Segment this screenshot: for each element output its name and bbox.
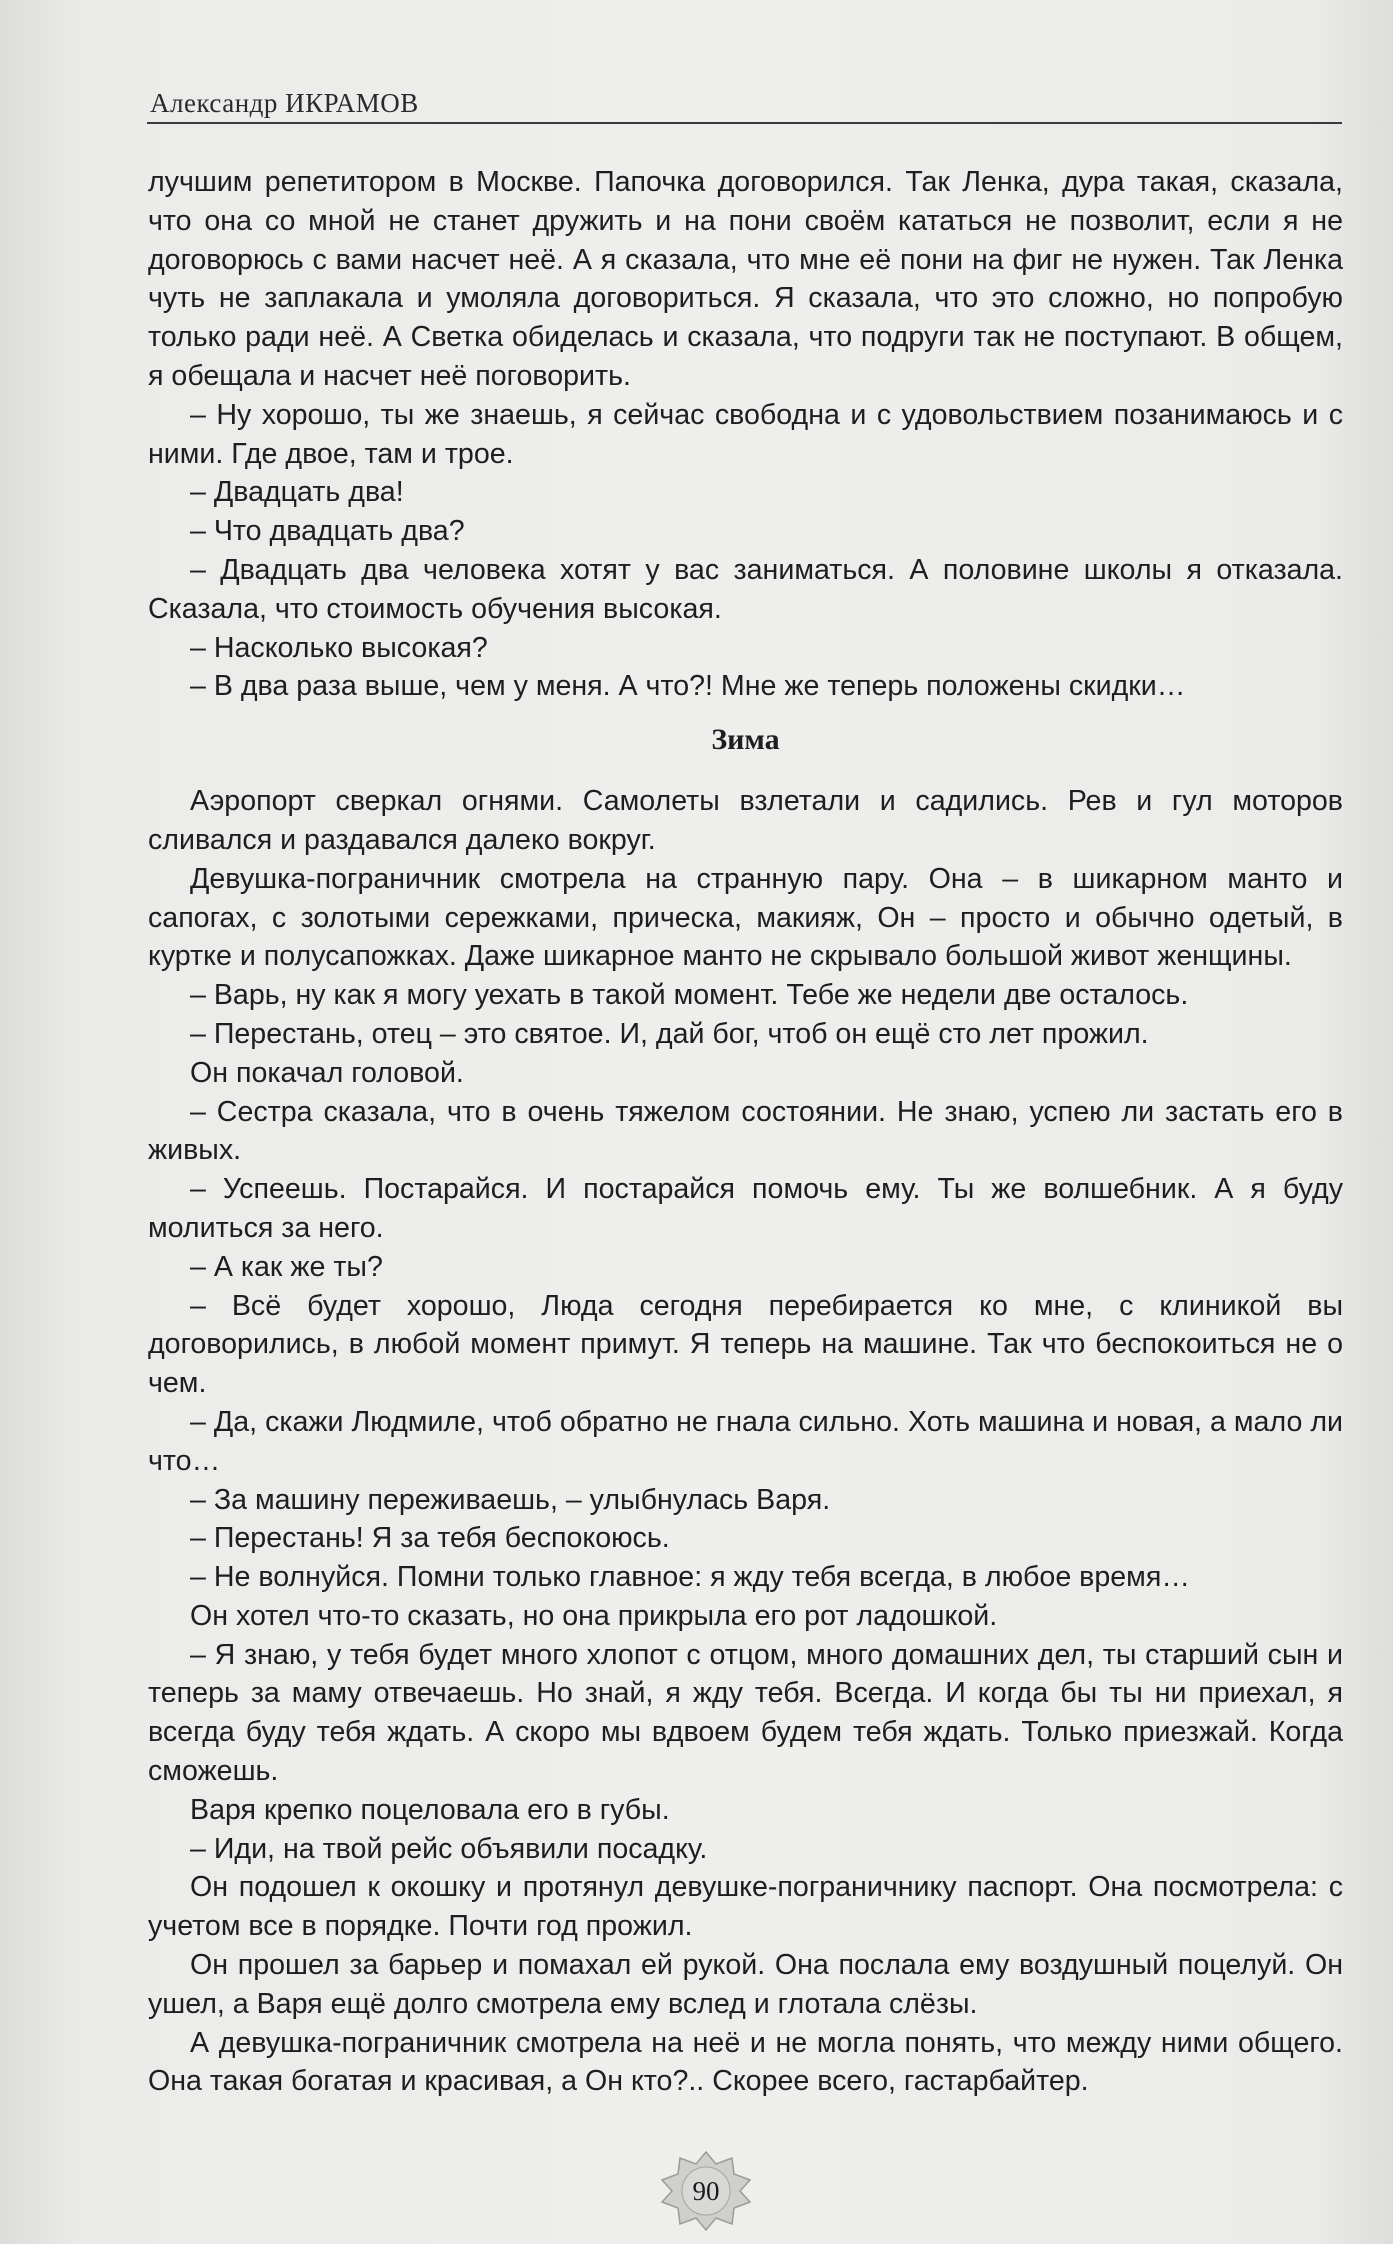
paragraph: – Ну хорошо, ты же знаешь, я сейчас свободна и с удовольствием позанимаюсь и с ними. Где двое, там и трое. bbox=[148, 398, 1343, 470]
paragraph: Девушка-пограничник смотрела на странную пару. Она – в шикарном манто и сапогах, с золотыми сережками, прическа, макияж, Он – просто и обычно одетый, в куртке и полусапожках. Даже шикарное манто не скрывало большой живот женщины. bbox=[148, 862, 1343, 973]
paragraph: – Иди, на твой рейс объявили посадку. bbox=[190, 1832, 708, 1865]
paragraph: – Успеешь. Постарайся. И постарайся помочь ему. Ты же волшебник. А я буду молиться за него. bbox=[148, 1173, 1343, 1244]
paragraph: – Я знаю, у тебя будет много хлопот с отцом, много домашних дел, ты старший сын и теперь за маму отвечаешь. Но знай, я жду тебя. Всегда. И когда бы ты ни приехал, я всегда буду тебя ждать. А скоро мы вдвоем будем тебя ждать. Только приезжай. Когда сможешь. bbox=[148, 1638, 1343, 1788]
paragraph: – Что двадцать два? bbox=[190, 515, 465, 548]
paragraph: – Перестань, отец – это святое. И, дай бог, чтоб он ещё сто лет прожил. bbox=[190, 1017, 1149, 1050]
paragraph: Аэропорт сверкал огнями. Самолеты взлетали и садились. Рев и гул моторов сливался и раздавался далеко вокруг. bbox=[148, 785, 1343, 856]
header-divider bbox=[147, 122, 1342, 124]
paragraph: – Не волнуйся. Помни только главное: я жду тебя всегда, в любое время… bbox=[190, 1561, 1190, 1594]
paragraph: Он покачал головой. bbox=[190, 1056, 464, 1089]
paragraph: Он хотел что-то сказать, но она прикрыла его рот ладошкой. bbox=[190, 1599, 998, 1632]
paragraph: – А как же ты? bbox=[190, 1250, 383, 1283]
paragraph: Он подошел к окошку и протянул девушке-пограничнику паспорт. Она посмотрела: с учетом все в порядке. Почти год прожил. bbox=[148, 1871, 1343, 1943]
paragraph: – В два раза выше, чем у меня. А что?! Мне же теперь положены скидки… bbox=[190, 670, 1186, 703]
paragraph: – Двадцать два человека хотят у вас заниматься. А половине школы я отказала. Сказала, что стоимость обучения высокая. bbox=[148, 553, 1343, 625]
paragraph: Он прошел за барьер и помахал ей рукой. Она послала ему воздушный поцелуй. Он ушел, а Варя ещё долго смотрела ему вслед и глотала слёзы. bbox=[148, 1949, 1343, 2020]
text-before-section bbox=[148, 163, 1343, 706]
paragraph: – Насколько высокая? bbox=[190, 631, 488, 664]
paragraph: – Сестра сказала, что в очень тяжелом состоянии. Не знаю, успею ли застать его в живых. bbox=[148, 1095, 1343, 1167]
text-after-section bbox=[148, 782, 1343, 2101]
page-text bbox=[148, 163, 1343, 2101]
paragraph: – Да, скажи Людмиле, чтоб обратно не гнала сильно. Хоть машина и новая, а мало ли что… bbox=[148, 1405, 1343, 1477]
paragraph: – Всё будет хорошо, Люда сегодня перебирается ко мне, с клиникой вы договорились, в любой момент примут. Я теперь на машине. Так что беспокоиться не о чем. bbox=[148, 1289, 1343, 1400]
paragraph: – Двадцать два! bbox=[190, 476, 404, 509]
paragraph: – За машину переживаешь, – улыбнулась Варя. bbox=[190, 1483, 831, 1516]
paragraph: – Перестань! Я за тебя беспокоюсь. bbox=[190, 1522, 670, 1555]
paragraph: Варя крепко поцеловала его в губы. bbox=[190, 1793, 670, 1826]
page-number: 90 bbox=[692, 2176, 720, 2206]
paragraph: – Варь, ну как я могу уехать в такой момент. Тебе же недели две осталось. bbox=[190, 979, 1189, 1012]
running-header-author: Александр ИКРАМОВ bbox=[150, 88, 419, 118]
paragraph: А девушка-пограничник смотрела на неё и не могла понять, что между ними общего. Она такая богатая и красивая, а Он кто?.. Скорее всего, гастарбайтер. bbox=[148, 2026, 1343, 2098]
page-number-badge bbox=[660, 2150, 752, 2232]
section-heading: Зима bbox=[711, 723, 780, 757]
paragraph: лучшим репетитором в Москве. Папочка договорился. Так Ленка, дура такая, сказала, что она со мной не станет дружить и на пони своём кататься не позволит, если я не договорюсь с вами насчет неё. А я сказала, что мне её пони на фиг не нужен. Так Ленка чуть не заплакала и умоляла договориться. Я сказала, что это сложно, но попробую только ради неё. А Светка обиделась и сказала, что подруги так не поступают. В общем, я обещала и насчет неё поговорить. bbox=[148, 166, 1343, 392]
